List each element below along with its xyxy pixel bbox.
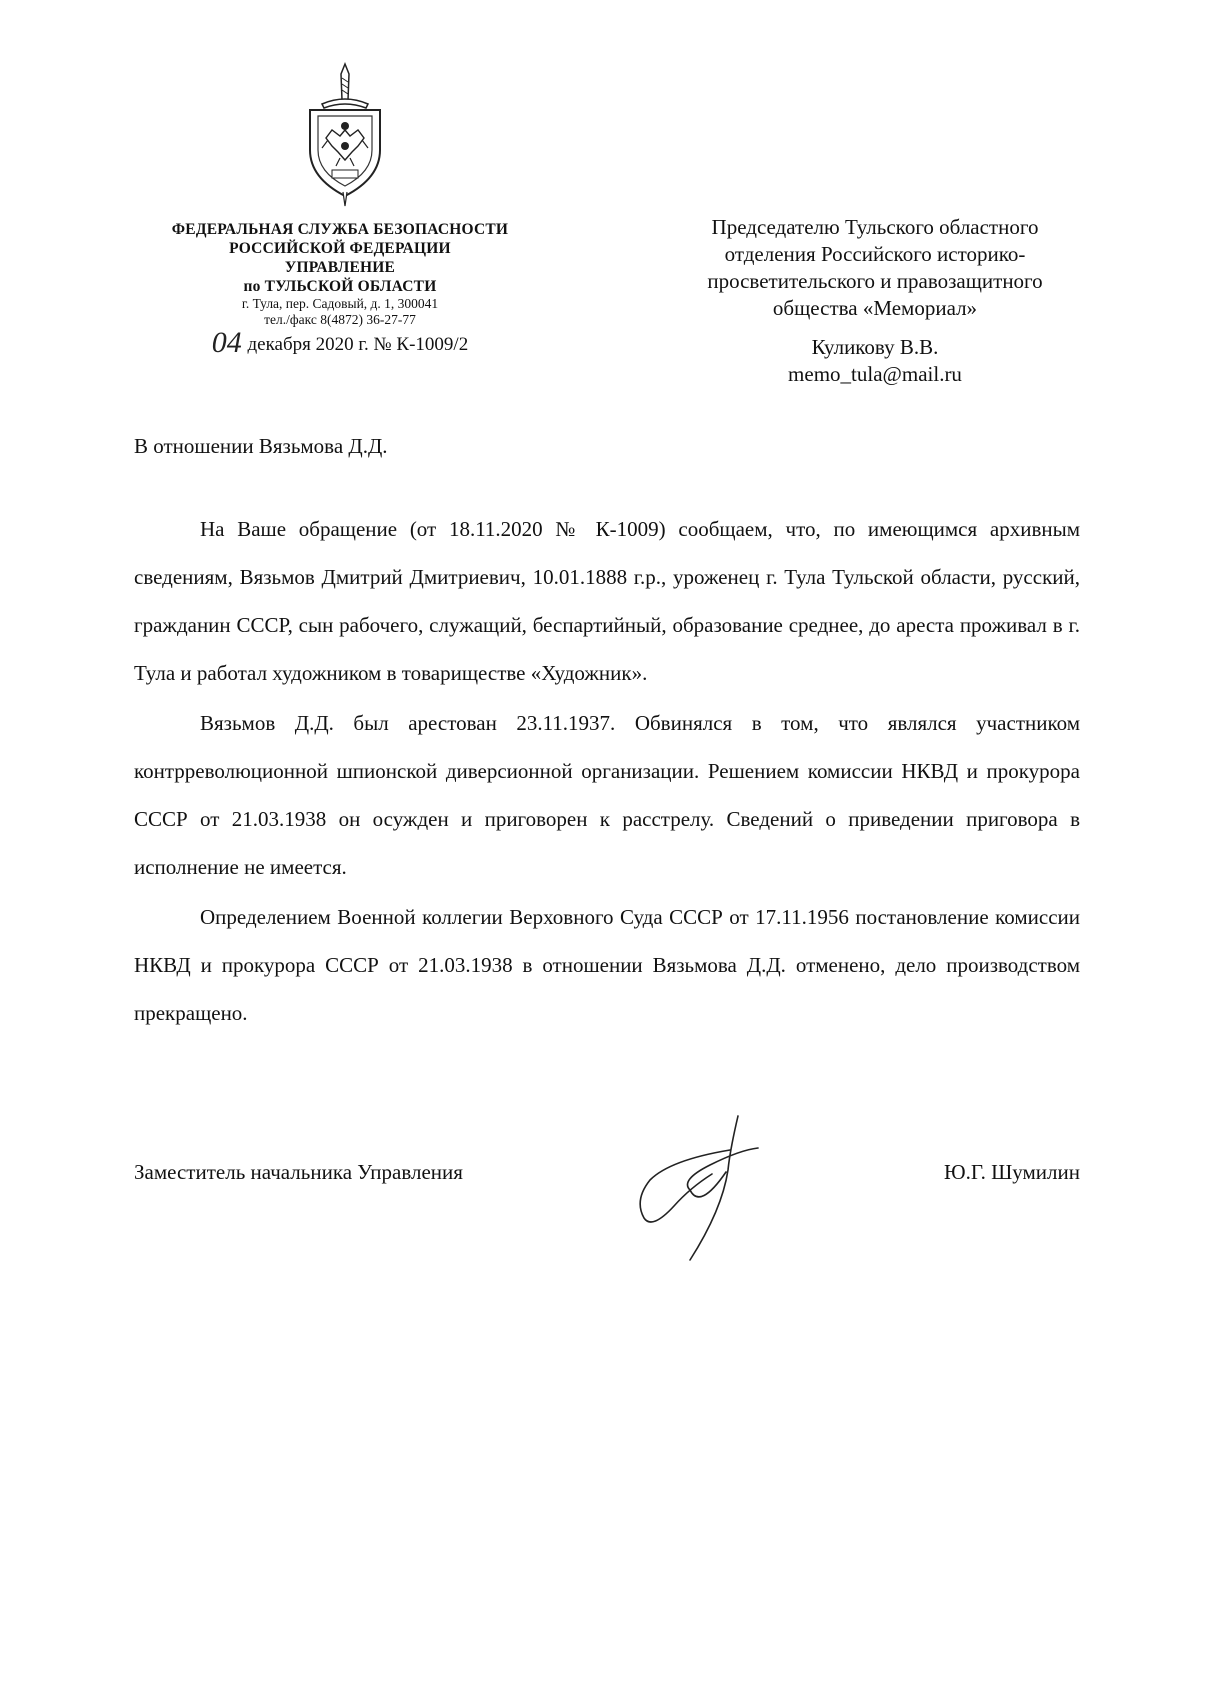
signatory-position: Заместитель начальника Управления: [134, 1160, 463, 1184]
addressee-line1: Председателю Тульского областного: [711, 215, 1039, 239]
sender-line3: УПРАВЛЕНИЕ: [284, 259, 396, 276]
sender-block: [130, 220, 550, 359]
paragraph: Определением Военной коллегии Верховного Суда СССР от 17.11.1956 постановление комиссии НКВД и прокурора СССР от 21.03.1938 в отношении Вязьмова Д.Д. отменено, дело производством прекращено.: [134, 905, 1080, 1025]
addressee-line2: отделения Российского историко-: [724, 242, 1026, 266]
addressee-email: memo_tula@mail.ru: [788, 362, 962, 386]
date-day-handwritten: 04: [211, 326, 242, 359]
date-rest: декабря 2020 г. № К-1009/2: [242, 334, 469, 355]
paragraph: На Ваше обращение (от 18.11.2020 № К-1009) сообщаем, что, по имеющимся архивным сведениям, Вязьмов Дмитрий Дмитриевич, 10.01.1888 г.р., уроженец г. Тула Тульской области, русский, гражданин СССР, сын рабочего, служащий, беспартийный, образование среднее, до ареста проживал в г. Тула и работал художником в товариществе «Художник».: [134, 517, 1080, 685]
paragraph: Вязьмов Д.Д. был арестован 23.11.1937. Обвинялся в том, что являлся участником контрреволюционной шпионской диверсионной организации. Решением комиссии НКВД и прокурора СССР от 21.03.1938 он осужден и приговорен к расстрелу. Сведений о приведении приговора в исполнение не имеется.: [134, 711, 1080, 879]
sender-line1: ФЕДЕРАЛЬНАЯ СЛУЖБА БЕЗОПАСНОСТИ: [171, 221, 509, 238]
letter-subject: В отношении Вязьмова Д.Д.: [134, 434, 388, 458]
signatory-name: Ю.Г. Шумилин: [944, 1160, 1080, 1184]
letter-date: [130, 326, 550, 359]
letter-body: [134, 505, 1080, 1037]
addressee-name: Куликову В.В.: [811, 335, 939, 359]
handwritten-signature: [630, 1110, 760, 1265]
sender-line2: РОССИЙСКОЙ ФЕДЕРАЦИИ: [229, 240, 451, 257]
addressee-line3: просветительского и правозащитного: [707, 269, 1043, 293]
sender-line4: по ТУЛЬСКОЙ ОБЛАСТИ: [243, 278, 437, 295]
fsb-emblem-icon: [300, 60, 390, 208]
addressee-block: [660, 214, 1090, 388]
sender-phone: тел./факс 8(4872) 36-27-77: [264, 312, 416, 327]
sender-address: г. Тула, пер. Садовый, д. 1, 300041: [241, 296, 439, 311]
addressee-line4: общества «Мемориал»: [772, 296, 978, 320]
